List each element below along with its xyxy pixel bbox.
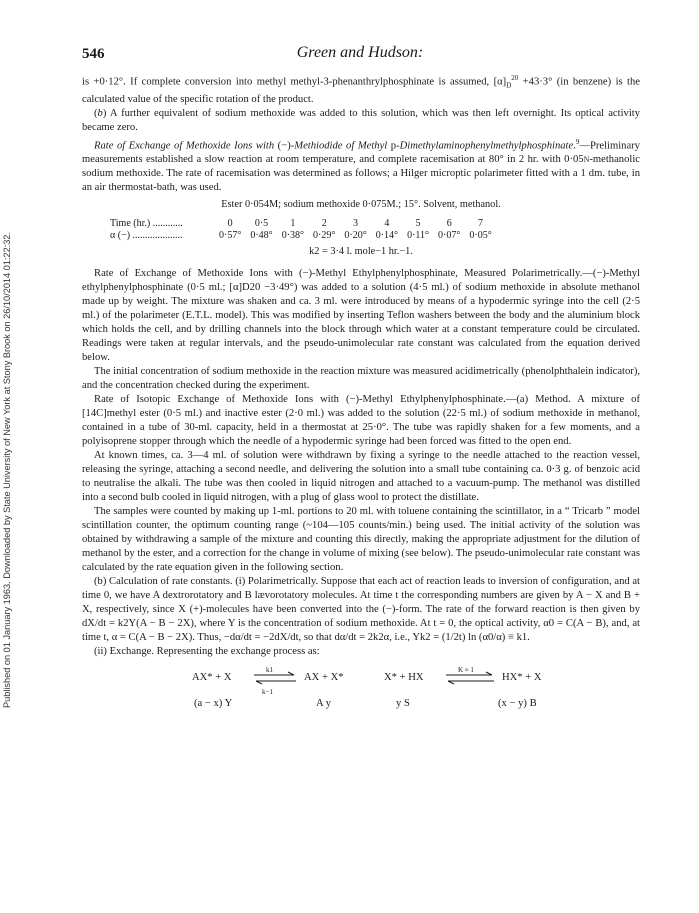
table-cell: 3 <box>353 218 359 230</box>
left-products: AX + X* <box>304 672 344 684</box>
paragraph: is +0·12°. If complete conversion into methyl methyl-3-phenanthrylphosphinate is assumed, $[\alpha]_D^{20} +43\cdot 3^\circ$ (in benzene) is the calculated value of the specific rotation of the product. <box>82 74 641 105</box>
table-cell: 0·11° <box>407 230 430 242</box>
paragraph: Rate of Isotopic Exchange of Methoxide Ions with (−)-Methyl Ethylphenylphosphinate.—(a) Method. A mixture of [14C]methyl ester (0·5 ml.) and inactive ester (2·0 ml.) was added to the solution (22·5 ml.) of sodium methoxide in methanol, contained in a tube of 30-ml. capacity, held in a thermostat at 25·0°. The tube was rapidly shaken for a few moments, and a polyisoprene stopper through which the needle of a hypodermic syringe had been forced was fitted to the open end. <box>82 394 640 448</box>
row-label: Time (hr.) ............ <box>110 218 183 230</box>
table-row <box>108 218 492 230</box>
concentration-label: (x − y) B <box>498 698 537 710</box>
table-cell: 0·29° <box>313 230 336 242</box>
concentration-label: (a − x) Y <box>194 698 233 710</box>
paragraph: Rate of Exchange of Methoxide Ions with (−)-Methyl Ethylphenylphosphinate, Measured Polarimetrically.—(−)-Methyl ethylphenylphosphinate (0·5 ml.; [α]D20 −3·49°) was added to a solution (4·5 ml.) of sodium methoxide in absolute methanol made up by weight. The mixture was shaken and ca. 3 ml. were introduced by means of a hypodermic syringe into the cell (2·5 ml.) of the polarimeter (E.T.L. model). This was modified by inserting Teflon washers between the body and the aluminium block which holds the cell, and by drilling channels into the block through which water at a constant temperature could be circulated. Readings were taken at regular intervals, and the pseudo-unimolecular rate constant was calculated from the equation derived below. <box>82 268 640 364</box>
equilibrium-arrow <box>444 671 496 685</box>
paragraph: Rate of Exchange of Methoxide Ions with (−)-Methiodide of Methyl p-Dimethylaminophenylmethylphosphinate.$^9$—Preliminary measurements established a slow reaction at room temperature, and complete racemisation at 80° in 2 hr. with 0·05N-methanolic sodium methoxide. The rate of racemisation was determined as follows; a Hilger microptic polarimeter fitted with a 1 dm. tube, in an air thermostat-bath, was used. <box>82 137 640 194</box>
table-cell: 0 <box>227 218 233 230</box>
table-cell: 6 <box>446 218 452 230</box>
table-cell: 0·05° <box>469 230 492 242</box>
table-cell: 0·57° <box>219 230 242 242</box>
left-reactants: AX* + X <box>192 672 232 684</box>
row-label: α (−) .................... <box>110 230 183 242</box>
exchange-scheme <box>82 663 640 717</box>
table-cell: 4 <box>384 218 390 230</box>
right-products: HX* + X <box>502 672 542 684</box>
rate-constant: k2 = 3·4 l. mole−1 hr.−1. <box>309 246 413 258</box>
running-head: Green and Hudson: <box>296 44 424 61</box>
table-cell: 2 <box>321 218 327 230</box>
paragraph: The samples were counted by making up 1-ml. portions to 20 ml. with toluene containing the scintillator, in a “ Tricarb ” model scintillation counter, the optimum counting range (~104—105 counts/min.) being used. The initial activity of the solution was obtained by withdrawing a sample of the mixture and counting this directly, making the appropriate adjustment for the dilution of methanol by the ester, and a correction for the change in volume of mixing (see below). The pseudo-unimolecular rate constant was calculated by the rate equation given in the following section. <box>82 506 640 574</box>
concentration-label: A y <box>316 698 332 710</box>
equilibrium-arrow <box>252 671 298 685</box>
table-caption: Ester 0·054M; sodium methoxide 0·075M.; 15°. Solvent, methanol. <box>221 199 501 211</box>
rate-constant-reverse: k−1 <box>262 688 273 697</box>
table-cell: 0·20° <box>344 230 367 242</box>
rate-constant-forward: k1 <box>266 666 273 675</box>
paragraph: (b) A further equivalent of sodium methoxide was added to this solution, which was then left overnight. Its optical activity became zero. <box>82 107 640 133</box>
concentration-label: y S <box>396 698 410 710</box>
paragraph: At known times, ca. 3—4 ml. of solution were withdrawn by fixing a syringe to the needle attached to the reaction vessel, releasing the syringe, attaching a second needle, and delivering the solution into a small tube containing ca. 0·3 g. of benzoic acid to neutralise the alkali. The tube was then cooled in liquid nitrogen and attached to a vacuum-pump. The methanol was distilled into a second bulb cooled in liquid nitrogen, with a plug of glass wool to protect the distillate. <box>82 450 640 504</box>
table-cell: 0·07° <box>438 230 461 242</box>
kinetics-table <box>108 218 492 242</box>
paragraph: (ii) Exchange. Representing the exchange process as: <box>94 646 320 658</box>
download-notice: Published on 01 January 1963. Downloaded by State University of New York at Stony Brook on 26/10/2014 01:22:32. <box>2 231 12 709</box>
paragraph: The initial concentration of sodium methoxide in the reaction mixture was measured acidimetrically (phenolphthalein indicator), and the concentration checked during the experiment. <box>82 366 640 392</box>
table-cell: 0·14° <box>375 230 399 242</box>
table-row <box>108 230 492 242</box>
table-cell: 1 <box>290 218 296 230</box>
paragraph: (b) Calculation of rate constants. (i) Polarimetrically. Suppose that each act of reaction leads to inversion of configuration, and at time 0, we have A dextrorotatory and B lævorotatory molecules. At time t the corresponding numbers are given by A − X and B + X, respectively, since X (+)-molecules have been converted into the (−)-form. The rate of the forward reaction is then given by dX/dt = k2Y(A − B − 2X), where Y is the concentration of sodium methoxide. At t = 0, the optical activity, α0 = C(A − B), and, at time t, α = C(A − B − 2X). Thus, −dα/dt = −2dX/dt, so that dα/dt = 2k2α, i.e., Yk2 = (1/2t) ln (α0/α) ≡ k1. <box>82 576 640 644</box>
table-cell: 0·48° <box>250 230 273 242</box>
right-reactants: X* + HX <box>384 672 424 684</box>
table-cell: 0·5 <box>254 218 269 230</box>
page-number: 546 <box>82 46 105 62</box>
table-cell: 5 <box>415 218 421 230</box>
article-body <box>82 71 640 717</box>
table-cell: 7 <box>478 218 484 230</box>
table-cell: 0·38° <box>281 230 305 242</box>
equilibrium-constant: K ≈ 1 <box>458 666 474 675</box>
